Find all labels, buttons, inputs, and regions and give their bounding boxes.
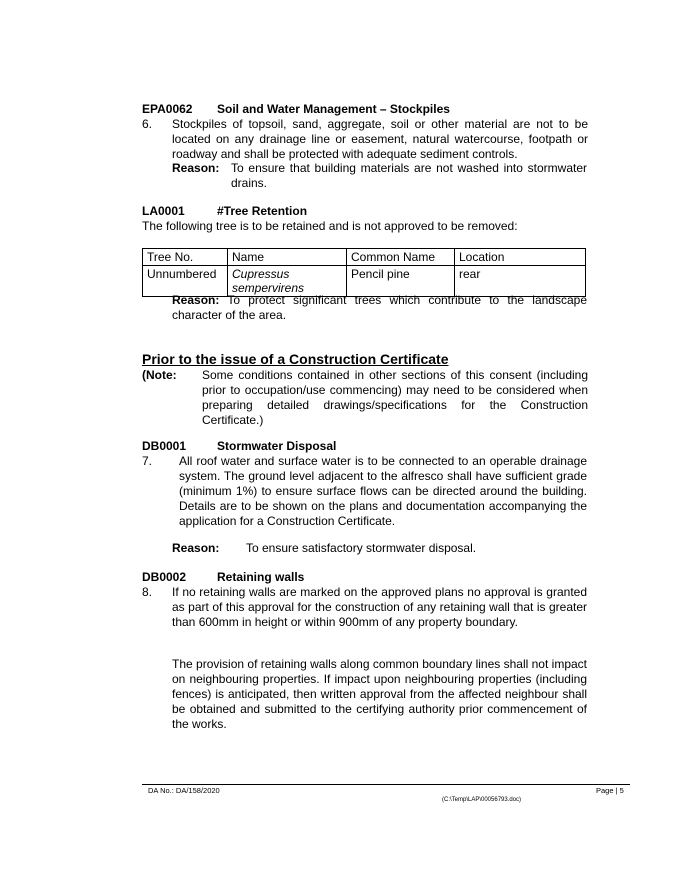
- condition-code: LA0001: [142, 204, 185, 218]
- reason-label: Reason:: [172, 293, 220, 307]
- condition-code: EPA0062: [142, 102, 193, 116]
- condition-intro: The following tree is to be retained and is not approved to be removed:: [142, 219, 518, 233]
- column-header: Common Name: [347, 249, 455, 266]
- reason-label: Reason:: [172, 541, 220, 555]
- reason-text: To protect significant trees which contribute to the landscape character of the area.: [172, 293, 587, 322]
- condition-heading-epa0062: [142, 102, 602, 117]
- note-text: Some conditions contained in other sections of this consent (including prior to occupation/use commencing) may need to be considered when preparing detailed drawings/specifications for the Construction Certificate.): [202, 368, 588, 427]
- footer-page-number: Page | 5: [596, 786, 624, 795]
- footer-da-number: DA No.: DA/158/2020: [148, 786, 220, 795]
- condition-text: If no retaining walls are marked on the approved plans no approval is granted as part of this approval for the construction of any retaining wall that is greater than 600mm in height or within 900mm of any property boundary.: [172, 585, 587, 629]
- column-header: Location: [455, 249, 586, 266]
- table-cell: Pencil pine: [347, 266, 455, 297]
- condition-text-2: The provision of retaining walls along common boundary lines shall not impact on neighbouring properties. If impact upon neighbouring properties (including fences) is anticipated, then written approval from the affected neighbour shall be obtained and submitted to the certifying authority prior commencement of the works.: [172, 657, 587, 731]
- reason-paragraph: [172, 293, 587, 323]
- condition-number: 6.: [142, 117, 153, 131]
- condition-title: #Tree Retention: [217, 204, 308, 218]
- condition-heading-db0001: [142, 439, 602, 454]
- column-header: Name: [228, 249, 347, 266]
- table-cell: Cupressus sempervirens: [228, 266, 347, 297]
- table-cell: Unnumbered: [143, 266, 228, 297]
- condition-heading-db0002: [142, 570, 602, 585]
- condition-heading-la0001: [142, 204, 602, 219]
- condition-title: Stormwater Disposal: [217, 439, 337, 453]
- condition-number: 7.: [142, 454, 153, 468]
- tree-table: [142, 248, 586, 297]
- reason-text: To ensure that building materials are not washed into stormwater drains.: [231, 161, 587, 190]
- condition-text: Stockpiles of topsoil, sand, aggregate, soil or other material are not to be located on any drainage line or easement, natural watercourse, footpath or roadway and shall be protected with adequate sediment controls.: [172, 117, 588, 161]
- condition-text: All roof water and surface water is to be connected to an operable drainage system. The ground level adjacent to the alfresco shall have sufficient grade (minimum 1%) to ensure surface flows can be directed around the building. Details are to be shown on the plans and documentation accompanying the application for a Construction Certificate.: [179, 454, 587, 528]
- table-row: [143, 266, 586, 297]
- condition-code: DB0001: [142, 439, 187, 453]
- condition-code: DB0002: [142, 570, 187, 584]
- condition-title: Soil and Water Management – Stockpiles: [217, 102, 450, 116]
- column-header: Tree No.: [143, 249, 228, 266]
- condition-title: Retaining walls: [217, 570, 305, 584]
- table-header-row: [143, 249, 586, 266]
- condition-number: 8.: [142, 585, 153, 599]
- section-heading: Prior to the issue of a Construction Certificate: [142, 351, 449, 367]
- footer-divider: [142, 784, 630, 785]
- table-cell: rear: [455, 266, 586, 297]
- note-label: (Note:: [142, 368, 177, 382]
- footer-file-path: (C:\Temp\LAP\00056793.doc): [442, 797, 522, 803]
- reason-text: To ensure satisfactory stormwater disposal.: [246, 541, 477, 555]
- reason-label: Reason:: [172, 161, 220, 175]
